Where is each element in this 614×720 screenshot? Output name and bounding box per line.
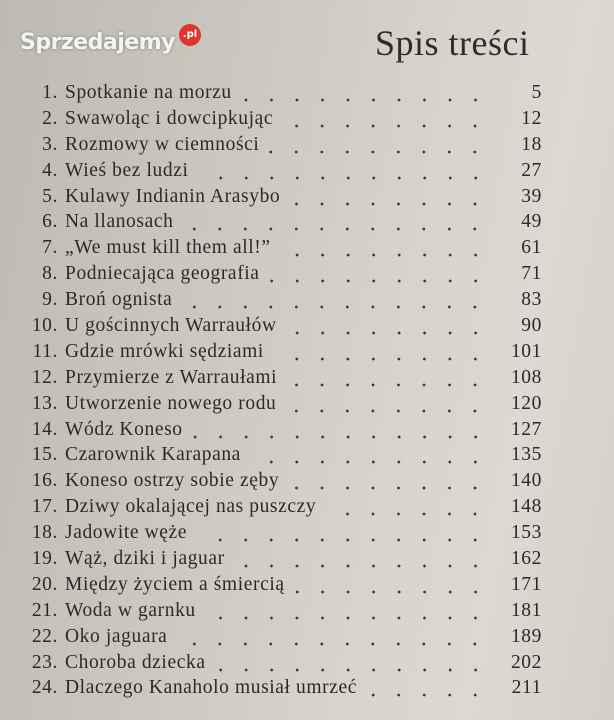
entry-number: 12.	[31, 366, 58, 388]
entry-page: 153	[510, 522, 542, 544]
entry-number: 7.	[42, 237, 58, 259]
entry-title: Wieś bez ludzi	[65, 159, 189, 181]
dot-leader	[289, 486, 488, 490]
entry-page: 127	[510, 418, 542, 440]
entry-page: 189	[510, 625, 542, 647]
entry-page: 49	[521, 211, 542, 233]
toc-entry	[20, 522, 542, 548]
toc-entry	[20, 652, 542, 678]
entry-title: Kulawy Indianin Arasybo	[65, 185, 281, 207]
entry-number: 22.	[31, 625, 58, 647]
toc-entry	[20, 419, 542, 445]
entry-page: 135	[510, 444, 542, 466]
entry-number: 5.	[42, 185, 58, 207]
dot-leader	[177, 642, 488, 646]
toc-entry	[20, 160, 542, 186]
entry-title: Podniecająca geografia	[65, 263, 260, 285]
toc-entry	[20, 600, 542, 626]
entry-title: Między życiem a śmiercią	[65, 573, 285, 595]
entry-number: 6.	[42, 211, 58, 233]
entry-title: Swawoląc i dowcipkując	[65, 107, 274, 129]
entry-page: 101	[510, 340, 542, 362]
entry-number: 13.	[31, 392, 58, 414]
dot-leader	[295, 590, 488, 594]
entry-number: 17.	[31, 496, 58, 518]
dot-leader	[326, 512, 488, 516]
entry-title: Woda w garnku	[65, 599, 196, 621]
dot-leader	[206, 616, 488, 620]
dot-leader	[183, 227, 488, 231]
entry-number: 21.	[31, 599, 58, 621]
entry-title: Rozmowy w ciemności	[65, 133, 260, 155]
watermark	[20, 30, 201, 55]
toc-entry	[20, 393, 542, 419]
toc-entry	[20, 574, 542, 600]
toc-entry	[20, 237, 542, 263]
entry-title: Spotkanie na morzu	[65, 82, 232, 103]
entry-title: Czarownik Karapana	[65, 444, 241, 466]
entry-number: 16.	[31, 470, 58, 492]
entry-title: Przymierze z Warraułami	[65, 366, 278, 388]
toc-entry	[20, 82, 542, 108]
dot-leader	[251, 460, 488, 464]
toc-entry	[20, 626, 542, 652]
entry-page: 211	[511, 677, 542, 699]
entry-page: 83	[521, 289, 542, 311]
toc-entry	[20, 134, 542, 160]
entry-page: 90	[521, 315, 542, 337]
dot-leader	[197, 538, 488, 542]
dot-leader	[274, 357, 488, 361]
entry-page: 12	[521, 107, 542, 129]
toc-entry	[20, 315, 542, 341]
entry-page: 120	[510, 392, 542, 414]
dot-leader	[182, 305, 488, 309]
table-of-contents	[20, 82, 542, 703]
entry-page: 18	[521, 133, 542, 155]
dot-leader	[216, 668, 488, 672]
dot-leader	[281, 253, 488, 257]
entry-number: 2.	[42, 107, 58, 129]
dot-leader	[367, 693, 488, 697]
entry-title: Wódz Koneso	[65, 418, 183, 440]
toc-entry	[20, 341, 542, 367]
entry-title: Dlaczego Kanaholo musiał umrzeć	[65, 677, 358, 699]
entry-title: Jadowite węże	[65, 522, 188, 544]
entry-title: Broń ognista	[65, 289, 173, 311]
entry-title: Gdzie mrówki sędziami	[65, 340, 264, 362]
entry-title: U gościnnych Warraułów	[65, 315, 277, 337]
dot-leader	[242, 98, 488, 102]
toc-entry	[20, 496, 542, 522]
entry-number: 8.	[42, 263, 58, 285]
entry-number: 4.	[42, 159, 58, 181]
dot-leader	[270, 279, 488, 283]
dot-leader	[287, 331, 488, 335]
toc-entry	[20, 444, 542, 470]
entry-number: 3.	[42, 133, 58, 155]
dot-leader	[235, 564, 488, 568]
toc-entry	[20, 186, 542, 212]
entry-page: 202	[510, 651, 542, 673]
toc-entry	[20, 677, 542, 703]
entry-number: 10.	[31, 315, 58, 337]
entry-number: 24.	[31, 677, 58, 699]
entry-number: 11.	[32, 340, 58, 362]
entry-page: 61	[521, 237, 542, 259]
entry-number: 9.	[42, 289, 58, 311]
entry-page: 27	[521, 159, 542, 181]
entry-number: 15.	[31, 444, 58, 466]
entry-page: 162	[510, 548, 542, 570]
entry-title: Oko jaguara	[65, 625, 168, 647]
entry-number: 1.	[42, 82, 58, 103]
entry-title: Choroba dziecka	[65, 651, 206, 673]
entry-title: Na llanosach	[65, 211, 174, 233]
toc-entry	[20, 367, 542, 393]
toc-entry	[20, 108, 542, 134]
toc-entry	[20, 263, 542, 289]
entry-page: 39	[521, 185, 542, 207]
toc-entry	[20, 289, 542, 315]
entry-title: „We must kill them all!”	[65, 237, 271, 259]
entry-title: Koneso ostrzy sobie zęby	[65, 470, 280, 492]
entry-page: 148	[510, 496, 542, 518]
toc-entry	[20, 548, 542, 574]
entry-title: Dziwy okalającej nas puszczy	[65, 496, 317, 518]
dot-leader	[283, 124, 488, 128]
entry-number: 19.	[31, 548, 58, 570]
entry-page: 71	[521, 263, 542, 285]
watermark-logo: Sprzedajemy	[20, 30, 175, 55]
entry-page: 140	[510, 470, 542, 492]
entry-number: 20.	[31, 573, 58, 595]
entry-title: Utworzenie nowego rodu	[65, 392, 277, 414]
watermark-badge: .pl	[179, 24, 201, 46]
entry-number: 23.	[31, 651, 58, 673]
page-title: Spis treści	[375, 23, 530, 63]
dot-leader	[269, 150, 488, 154]
entry-page: 5	[531, 82, 542, 103]
dot-leader	[199, 176, 489, 180]
dot-leader	[290, 202, 488, 206]
dot-leader	[193, 435, 488, 439]
dot-leader	[287, 383, 488, 387]
dot-leader	[286, 409, 488, 413]
entry-page: 171	[510, 573, 542, 595]
entry-number: 14.	[31, 418, 58, 440]
entry-number: 18.	[31, 522, 58, 544]
entry-title: Wąż, dziki i jaguar	[65, 548, 225, 570]
entry-page: 108	[510, 366, 542, 388]
toc-entry	[20, 470, 542, 496]
entry-page: 181	[510, 599, 542, 621]
toc-entry	[20, 211, 542, 237]
